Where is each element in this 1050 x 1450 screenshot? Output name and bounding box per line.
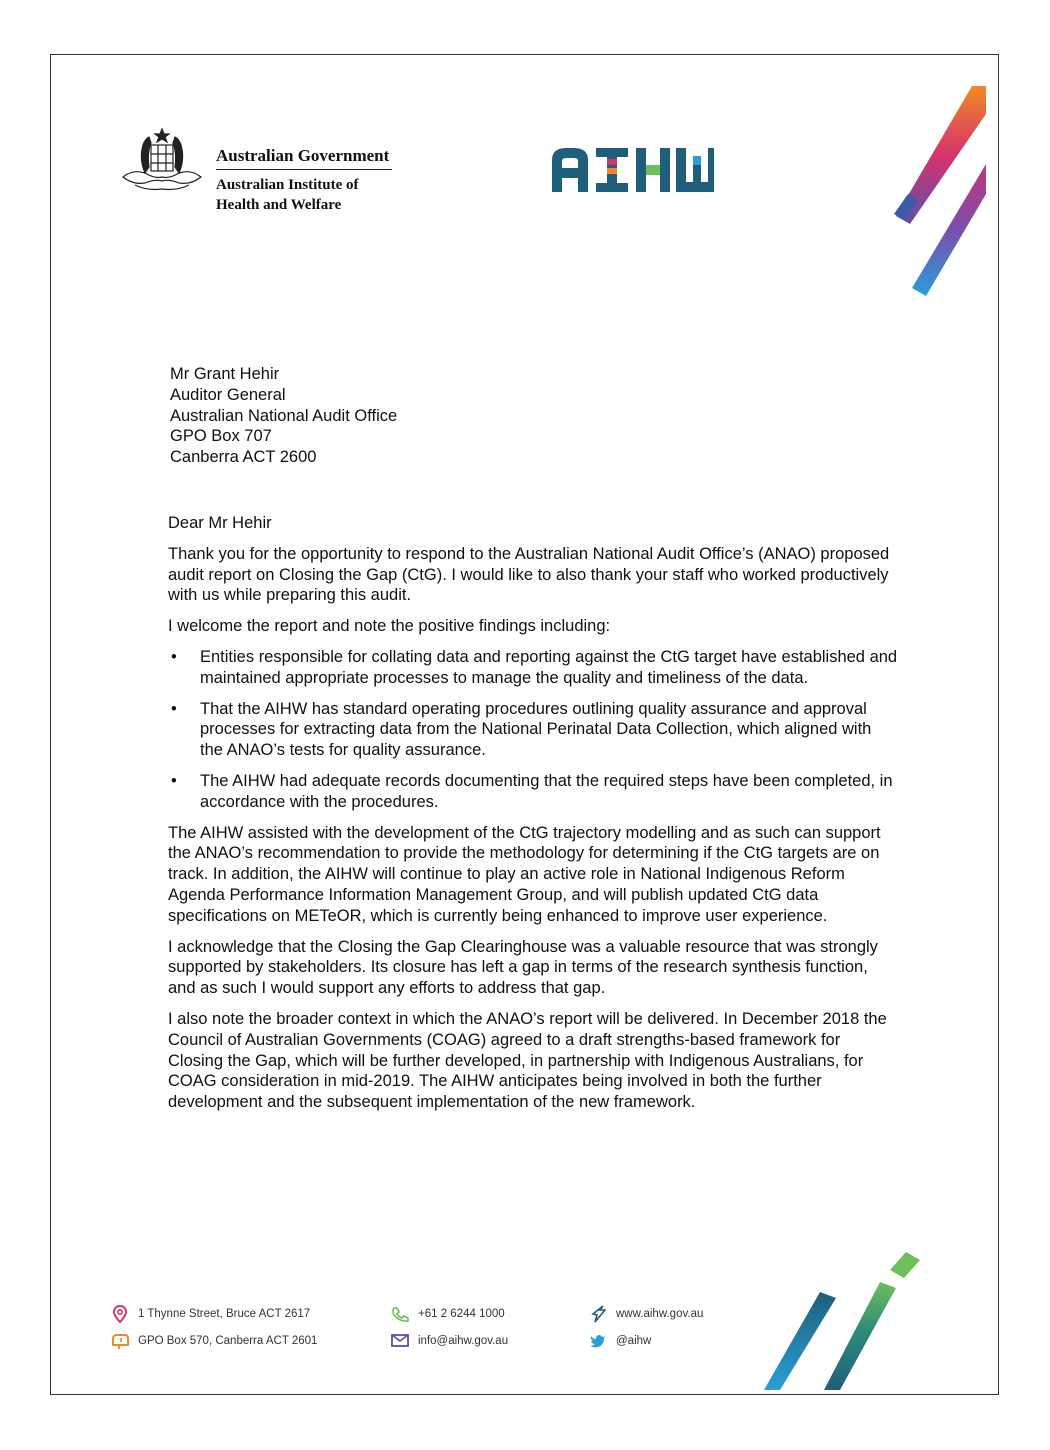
paragraph-trajectory: The AIHW assisted with the development of the CtG trajectory modelling and as such can support the ANAO’s recommendation to provide the methodology for determining if the CtG targets are on track. In addition, the AIHW will continue to play an active role in National Indigenous Reform Agenda Performance Information Management Group, and will publish updated CtG data specifications on METeOR, which is currently being enhanced to improve user experience. bbox=[168, 823, 881, 925]
institute-name-line2: Health and Welfare bbox=[216, 197, 342, 213]
footer-email[interactable]: info@aihw.gov.au bbox=[418, 1334, 509, 1347]
list-item: • Entities responsible for collating data and reporting against the CtG target have established and maintained appropriate processes to manage the quality and timeliness of the data. bbox=[168, 647, 898, 689]
phone-icon bbox=[390, 1305, 410, 1323]
paragraph-clearinghouse: I acknowledge that the Closing the Gap Clearinghouse was a valuable resource that was strongly supported by stakeholders. Its closure has left a gap in terms of the research synthesis function, and as such I would support any efforts to address that gap. bbox=[168, 937, 878, 998]
paragraph-thanks: Thank you for the opportunity to respond to the Australian National Audit Office’s (ANAO) proposed audit report on Closing the Gap (CtG). I would like to also thank your staff who worked productively with us while preparing this audit. bbox=[168, 544, 890, 605]
salutation: Dear Mr Hehir bbox=[168, 514, 272, 532]
list-item: • That the AIHW has standard operating procedures outlining quality assurance and approval processes for extracting data from the National Perinatal Data Collection, which aligned with the ANAO’s tests for quality assurance. bbox=[168, 699, 898, 761]
list-item: • The AIHW had adequate records documenting that the required steps have been completed, in accordance with the procedures. bbox=[168, 771, 898, 813]
corner-stripes-graphic bbox=[890, 84, 990, 299]
envelope-icon bbox=[390, 1332, 410, 1350]
addressee-organisation: Australian National Audit Office bbox=[170, 406, 398, 425]
footer-phone[interactable]: +61 2 6244 1000 bbox=[418, 1307, 505, 1320]
footer-web-column bbox=[588, 1300, 703, 1354]
addressee-po-box: GPO Box 707 bbox=[170, 427, 272, 446]
addressee-title: Auditor General bbox=[170, 385, 286, 404]
mailbox-icon bbox=[110, 1332, 130, 1350]
footer-address-column bbox=[110, 1300, 317, 1354]
footer-twitter[interactable]: @aihw bbox=[616, 1334, 652, 1347]
letter-body bbox=[168, 513, 898, 1123]
footer-street-address: 1 Thynne Street, Bruce ACT 2617 bbox=[138, 1307, 311, 1320]
cursor-icon bbox=[588, 1305, 608, 1323]
government-identity bbox=[216, 146, 392, 215]
footer-postal-address: GPO Box 570, Canberra ACT 2601 bbox=[138, 1334, 318, 1347]
coat-of-arms-logo bbox=[115, 125, 209, 195]
footer-stripes-graphic bbox=[760, 1248, 925, 1393]
institute-name-line1: Australian Institute of bbox=[216, 177, 359, 193]
footer-contact-column bbox=[390, 1300, 508, 1354]
location-pin-icon bbox=[110, 1305, 130, 1323]
government-name: Australian Government bbox=[216, 146, 392, 170]
paragraph-findings-intro: I welcome the report and note the positive findings including: bbox=[168, 617, 611, 636]
addressee-city: Canberra ACT 2600 bbox=[170, 448, 317, 467]
findings-list bbox=[168, 647, 898, 813]
addressee-block bbox=[170, 364, 397, 468]
paragraph-context: I also note the broader context in which the ANAO’s report will be delivered. In December 2018 the Council of Australian Governments (COAG) agreed to a draft strengths-based framework for Closing the Gap, which will be further developed, in partnership with Indigenous Australians, for COAG consideration in mid-2019. The AIHW anticipates being involved in both the further development and the subsequent implementation of the new framework. bbox=[168, 1009, 887, 1112]
twitter-bird-icon bbox=[588, 1332, 608, 1350]
footer-website[interactable]: www.aihw.gov.au bbox=[616, 1307, 704, 1320]
addressee-name: Mr Grant Hehir bbox=[170, 365, 280, 383]
aihw-logo bbox=[550, 146, 716, 194]
